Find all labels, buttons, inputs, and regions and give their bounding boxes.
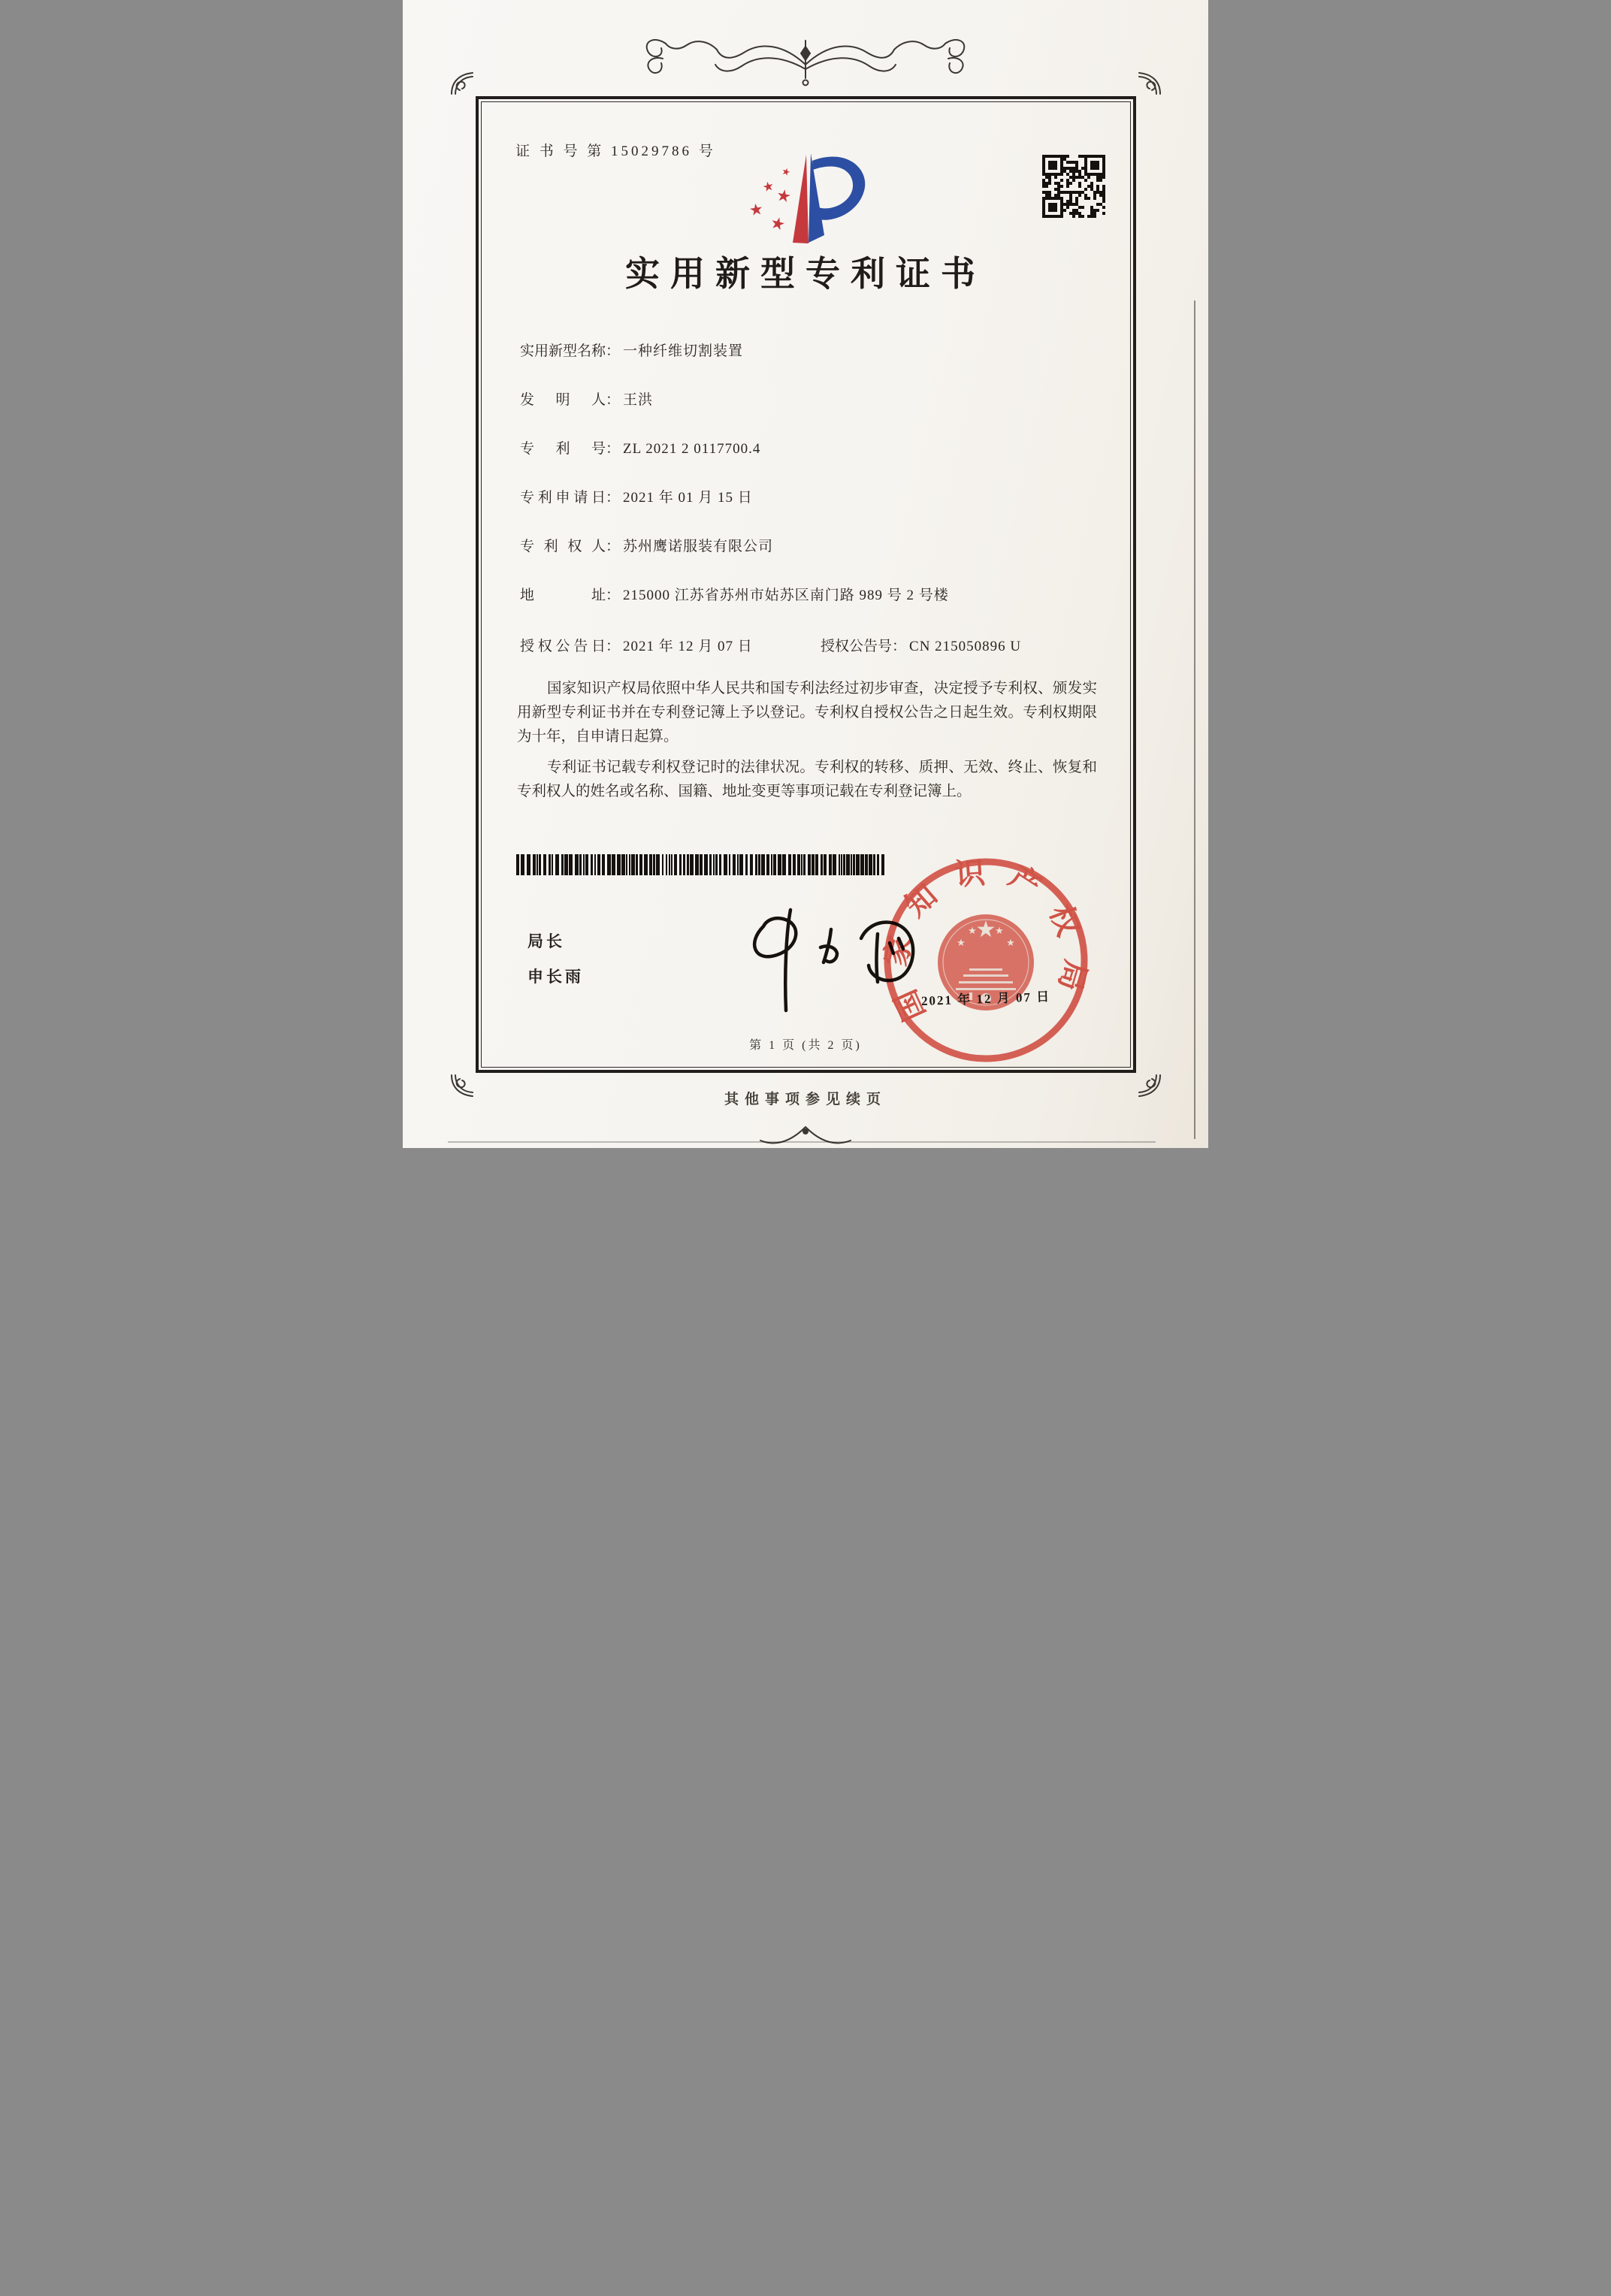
field-patentee: 专利权人： 苏州鹰诺服装有限公司 — [520, 539, 774, 554]
logo-star-icon: ★ — [760, 178, 776, 196]
field-grant-date: 授权公告日： 2021 年 12 月 07 日 — [520, 639, 753, 654]
emblem-star-icon: ★ — [957, 938, 966, 949]
emblem-star-icon: ★ — [975, 917, 996, 943]
field-grant-row — [520, 635, 1121, 655]
patent-certificate-page — [403, 0, 1208, 1148]
field-grant-number: 授权公告号： CN 215050896 U — [821, 639, 1022, 654]
logo-star-icon: ★ — [768, 213, 787, 236]
logo-p-mark — [733, 143, 884, 257]
page-number: 第 1 页 (共 2 页) — [749, 1039, 862, 1052]
commissioner-name: 申长雨 — [527, 968, 584, 986]
field-patent-number: 专利号： ZL 2021 2 0117700.4 — [520, 441, 761, 457]
corner-ornament — [449, 71, 475, 96]
certificate-title: 实用新型专利证书 — [625, 255, 986, 293]
body-paragraph: 国家知识产权局依照中华人民共和国专利法经过初步审查，决定授予专利权、颁发实用新型专利证书并在专利登记簿上予以登记。专利权自授权公告之日起生效。专利权期限为十年，自申请日起算。 — [517, 681, 1097, 745]
field-filing-date: 专利申请日： 2021 年 01 月 15 日 — [520, 490, 753, 506]
top-flourish-ornament — [618, 36, 993, 93]
certificate-number: 证 书 号 第 15029786 号 — [515, 144, 716, 159]
emblem-star-icon: ★ — [1006, 938, 1015, 949]
emblem-star-icon: ★ — [995, 926, 1004, 937]
continuation-note: 其他事项参见续页 — [724, 1092, 887, 1107]
qr-code-icon — [1042, 155, 1105, 218]
seal-ring-text: 国家知识产权局 — [881, 856, 1090, 1026]
cnipa-logo-icon — [733, 143, 884, 257]
legal-text — [517, 677, 1097, 811]
scan-paper-edge — [1194, 301, 1195, 1139]
logo-star-icon: ★ — [748, 199, 765, 220]
commissioner-title: 局长 — [527, 932, 565, 950]
seal-date: 2021 年 12 月 07 日 — [920, 989, 1051, 1008]
field-address: 地址： 215000 江苏省苏州市姑苏区南门路 989 号 2 号楼 — [520, 588, 949, 603]
corner-ornament — [1137, 71, 1162, 96]
emblem-star-icon: ★ — [968, 926, 977, 937]
bottom-flourish-ornament — [730, 1124, 881, 1148]
official-seal — [881, 856, 1090, 1065]
scan-paper-edge — [448, 1141, 1156, 1143]
logo-star-icon: ★ — [775, 186, 793, 207]
body-paragraph: 专利证书记载专利权登记时的法律状况。专利权的转移、质押、无效、终止、恢复和专利权人的姓名或名称、国籍、地址变更等事项记载在专利登记簿上。 — [517, 760, 1097, 799]
field-utility-model-name: 实用新型名称： 一种纤维切割装置 — [520, 343, 744, 359]
barcode — [516, 854, 887, 875]
logo-star-icon: ★ — [779, 165, 792, 180]
field-inventor: 发明人： 王洪 — [520, 392, 654, 408]
